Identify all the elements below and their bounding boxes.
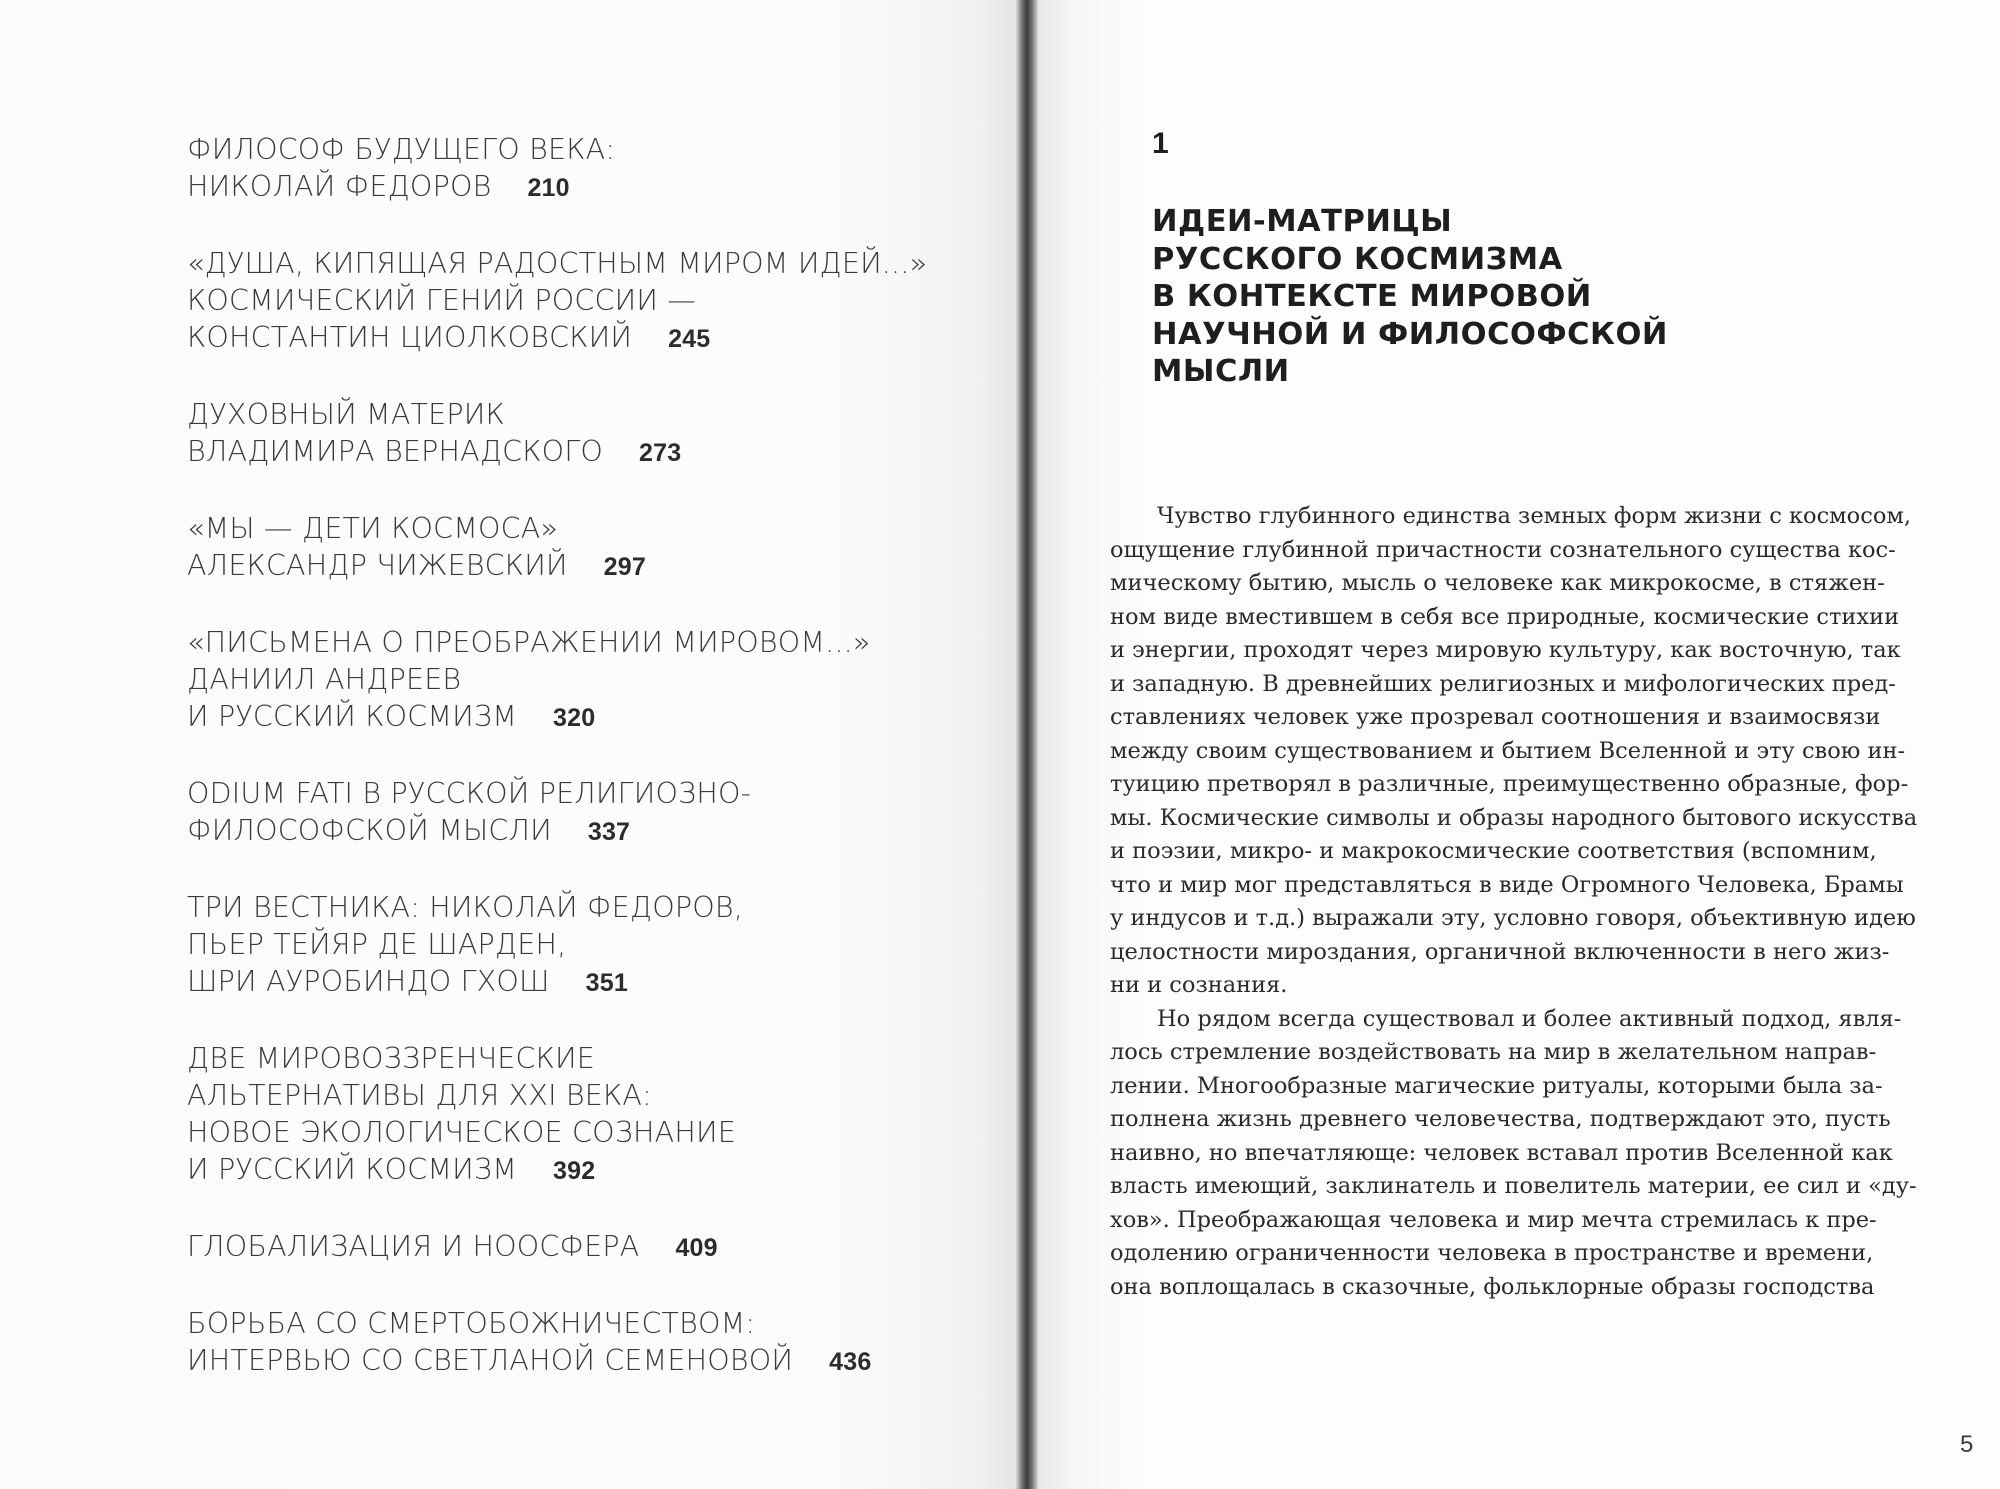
toc-entry-text: «МЫ — ДЕТИ КОСМОСА» [187,512,559,545]
toc-entry-text: ODIUM FATI В РУССКОЙ РЕЛИГИОЗНО- [187,777,752,810]
toc-entry [187,131,987,207]
body-line: ни и сознания. [1110,972,1288,998]
toc-entry-line [187,510,987,547]
body-line: у индусов и т.д.) выражали эту, условно говоря, объективную идею [1110,905,1916,931]
toc-entry-text: БОРЬБА СО СМЕРТОБОЖНИЧЕСТВОМ: [187,1307,756,1340]
toc-page-number: 392 [552,1157,596,1185]
toc-entry-line [187,1040,987,1077]
body-line: и энергии, проходят через мировую культуру, как восточную, так [1110,637,1901,663]
body-line: Но рядом всегда существовал и более активный подход, явля- [1157,1005,1902,1032]
toc-entry [187,396,987,472]
body-line: хов». Преображающая человека и мир мечта стремилась к пре- [1110,1206,1877,1233]
toc-entry-line [187,282,987,319]
toc-entry-text: КОНСТАНТИН ЦИОЛКОВСКИЙ [187,321,633,354]
toc-entry-text: ВЛАДИМИРА ВЕРНАДСКОГО [187,435,604,468]
body-line: лось стремление воздействовать на мир в желательном направ- [1110,1039,1877,1065]
toc-entry [187,1040,987,1190]
toc-entry-line [187,963,987,1002]
toc-entry-line [187,131,987,168]
toc-entry-text: ДВЕ МИРОВОЗЗРЕНЧЕСКИЕ [187,1042,595,1075]
chapter-title [1152,203,1668,391]
book-gutter [1016,0,1038,1489]
body-line: ощущение глубинной причастности сознательного существа кос- [1110,536,1896,563]
toc-entry-text: «ПИСЬМЕНА О ПРЕОБРАЖЕНИИ МИРОВОМ...» [187,626,871,659]
toc-entry-text: ШРИ АУРОБИНДО ГХОШ [187,965,550,998]
toc-entry-line [187,1077,987,1114]
body-line: Чувство глубинного единства земных форм жизни с космосом, [1157,503,1912,529]
toc-entry-line [187,1114,987,1151]
toc-entry-line [187,661,987,698]
body-text [1110,500,1980,1304]
toc-entry [187,1228,987,1267]
toc-entry-line [187,319,987,358]
toc-entry-text: ИНТЕРВЬЮ СО СВЕТЛАНОЙ СЕМЕНОВОЙ [187,1344,794,1377]
toc-entry-line [187,547,987,586]
chapter-title-line: В КОНТЕКСТЕ МИРОВОЙ [1152,279,1592,314]
body-line: и западную. В древнейших религиозных и мифологических пред- [1110,670,1896,697]
toc-entry [187,624,987,737]
body-line: ном виде вместившем в себя все природные, космические стихии [1110,603,1900,630]
chapter-title-line: НАУЧНОЙ И ФИЛОСОФСКОЙ [1152,316,1668,352]
toc-entry [187,889,987,1002]
body-line: целостности мироздания, органичной включенности в него жиз- [1110,938,1890,965]
toc-page-number: 337 [587,818,631,846]
chapter-title-line: МЫСЛИ [1152,354,1290,389]
body-line: ставлениях человек уже прозревал соотношения и взаимосвязи [1110,704,1881,730]
toc-entry-text: ДАНИИЛ АНДРЕЕВ [187,663,462,696]
toc-entry-line [187,624,987,661]
toc-entry-text: ПЬЕР ТЕЙЯР ДЕ ШАРДЕН, [187,928,567,961]
toc-entry-text: ФИЛОСОФСКОЙ МЫСЛИ [187,814,552,847]
toc-entry-text: НИКОЛАЙ ФЕДОРОВ [187,170,492,203]
toc-entry-text: АЛЕКСАНДР ЧИЖЕВСКИЙ [187,549,568,582]
page-number: 5 [1960,1431,1974,1458]
toc-entry-line [187,889,987,926]
toc-entry-text: И РУССКИЙ КОСМИЗМ [187,700,517,733]
toc-page-number: 210 [527,174,570,202]
chapter-number: 1 [1152,127,1169,160]
toc-entry-text: И РУССКИЙ КОСМИЗМ [187,1153,517,1186]
toc-entry-line [187,245,987,282]
body-line: и поэзии, микро- и макрокосмические соответствия (вспомним, [1110,838,1877,864]
toc-page-number: 436 [829,1348,872,1376]
chapter-title-line: ИДЕИ-МАТРИЦЫ [1152,204,1453,239]
toc-entry-text: КОСМИЧЕСКИЙ ГЕНИЙ РОССИИ — [187,284,696,317]
toc-entry-text: ДУХОВНЫЙ МАТЕРИК [187,398,505,431]
body-line: наивно, но впечатляюще: человек вставал против Вселенной как [1110,1139,1893,1166]
body-line: между своим существованием и бытием Вселенной и эту свою ин- [1110,737,1906,764]
table-of-contents [187,131,987,1419]
toc-page-number: 297 [603,553,646,581]
toc-entry-line [187,1342,987,1381]
toc-entry-line [187,1228,987,1267]
toc-entry [187,775,987,851]
toc-entry-text: ФИЛОСОФ БУДУЩЕГО ВЕКА: [187,133,616,166]
toc-page-number: 273 [639,439,682,467]
chapter-title-line: РУССКОГО КОСМИЗМА [1152,241,1563,277]
toc-entry-line [187,396,987,433]
toc-page-number: 409 [675,1234,718,1262]
body-line: мы. Космические символы и образы народного бытового искусства [1110,804,1918,831]
toc-entry [187,245,987,358]
body-line: что и мир мог представляться в виде Огромного Человека, Брамы [1110,871,1904,898]
toc-entry [187,1305,987,1381]
toc-entry-line [187,1151,987,1190]
body-line: полнена жизнь древнего человечества, подтверждают это, пусть [1110,1106,1891,1132]
body-line: лении. Многообразные магические ритуалы, которыми была за- [1110,1072,1883,1099]
toc-entry-text: ГЛОБАЛИЗАЦИЯ И НООСФЕРА [187,1230,640,1263]
toc-entry-text: «ДУША, КИПЯЩАЯ РАДОСТНЫМ МИРОМ ИДЕЙ...» [187,247,928,280]
body-line: власть имеющий, заклинатель и повелитель материи, ее сил и «ду- [1110,1173,1917,1199]
toc-page-number: 320 [552,704,596,732]
body-line: она воплощалась в сказочные, фольклорные образы господства [1110,1273,1875,1300]
toc-entry-text: НОВОЕ ЭКОЛОГИЧЕСКОЕ СОЗНАНИЕ [187,1116,736,1149]
toc-page-number: 245 [668,325,711,353]
toc-entry-line [187,433,987,472]
body-line: мическому бытию, мысль о человеке как микрокосме, в стяжен- [1110,570,1885,596]
toc-page-number: 351 [585,969,628,997]
toc-entry-line [187,926,987,963]
toc-entry-text: АЛЬТЕРНАТИВЫ ДЛЯ XXI ВЕКА: [187,1079,652,1112]
body-line: туицию претворял в различные, преимущественно образные, фор- [1110,771,1909,797]
toc-entry [187,510,987,586]
toc-entry-line [187,775,987,812]
toc-entry-line [187,812,987,851]
toc-entry-line [187,168,987,207]
body-line: одолению ограниченности человека в пространстве и времени, [1110,1240,1874,1266]
toc-entry-text: ТРИ ВЕСТНИКА: НИКОЛАЙ ФЕДОРОВ, [187,891,743,924]
toc-entry-line [187,1305,987,1342]
toc-entry-line [187,698,987,737]
